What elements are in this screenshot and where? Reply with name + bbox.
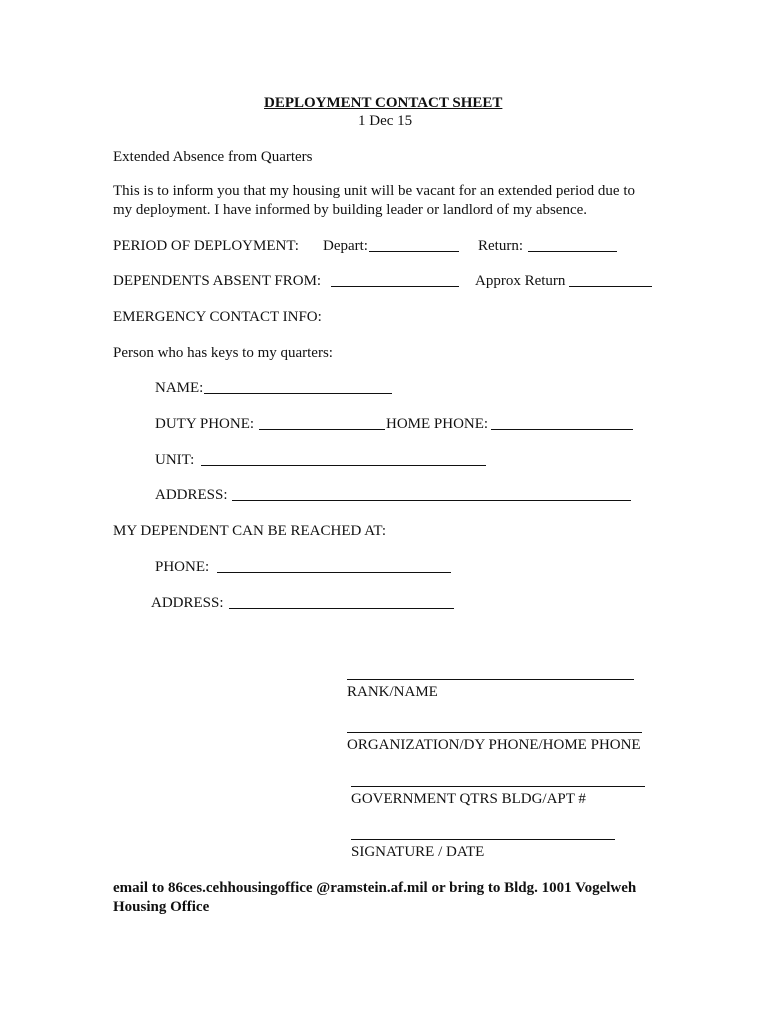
address-field[interactable] [232,500,631,501]
keys-holder-label: Person who has keys to my quarters: [113,345,333,361]
return-field[interactable] [528,251,617,252]
rank-name-field[interactable] [347,679,634,680]
dependents-absent-field[interactable] [331,286,459,287]
deployment-period-label: PERIOD OF DEPLOYMENT: [113,238,299,254]
depart-label: Depart: [323,238,368,254]
approx-return-field[interactable] [569,286,652,287]
rank-name-caption: RANK/NAME [347,684,438,700]
home-phone-label: HOME PHONE: [386,416,489,432]
page-title: DEPLOYMENT CONTACT SHEET [264,95,503,111]
dependent-phone-label: PHONE: [155,559,210,575]
duty-phone-field[interactable] [259,429,385,430]
dependent-address-label: ADDRESS: [151,595,224,611]
qtrs-caption: GOVERNMENT QTRS BLDG/APT # [351,791,586,807]
organization-field[interactable] [347,732,642,733]
emergency-contact-label: EMERGENCY CONTACT INFO: [113,309,322,325]
signature-date-caption: SIGNATURE / DATE [351,844,485,860]
document-date: 1 Dec 15 [358,113,413,129]
depart-field[interactable] [369,251,459,252]
organization-caption: ORGANIZATION/DY PHONE/HOME PHONE [347,737,641,753]
qtrs-field[interactable] [351,786,645,787]
address-label: ADDRESS: [155,487,228,503]
home-phone-field[interactable] [491,429,633,430]
unit-field[interactable] [201,465,486,466]
return-label: Return: [478,238,523,254]
duty-phone-label: DUTY PHONE: [155,416,255,432]
approx-return-label: Approx Return [475,273,566,289]
name-label: NAME: [155,380,204,396]
intro-line-2: my deployment. I have informed by building leader or landlord of my absence. [113,202,588,218]
dependents-absent-label: DEPENDENTS ABSENT FROM: [113,273,322,289]
dependent-address-field[interactable] [229,608,454,609]
name-field[interactable] [204,393,392,394]
dependent-phone-field[interactable] [217,572,451,573]
intro-line-1: This is to inform you that my housing unit will be vacant for an extended period due to [113,183,635,199]
unit-label: UNIT: [155,452,195,468]
signature-field[interactable] [351,839,615,840]
dependent-reach-label: MY DEPENDENT CAN BE REACHED AT: [113,523,387,539]
footer-instruction-line-1: email to 86ces.cehhousingoffice @ramstein.af.mil or bring to Bldg. 1001 Vogelweh [113,880,637,896]
footer-instruction-line-2: Housing Office [113,899,210,915]
subject-line: Extended Absence from Quarters [113,149,313,165]
